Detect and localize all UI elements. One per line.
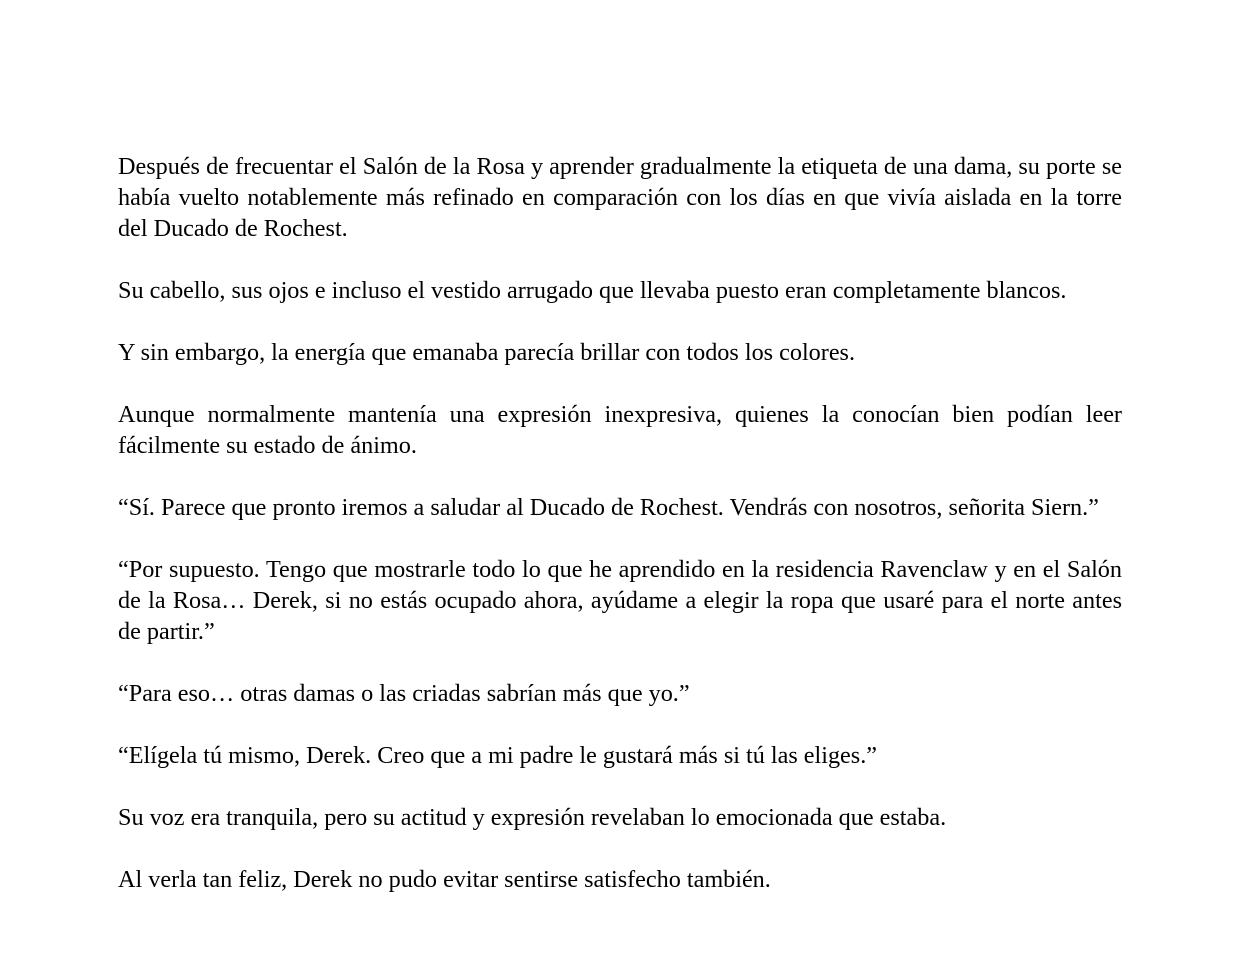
document-page [118,151,1122,926]
paragraph-1: Después de frecuentar el Salón de la Rosa y aprender gradualmente la etiqueta de una dama, su porte se había vuelto notablemente más refinado en comparación con los días en que vivía aislada en la torre del Ducado de Rochest. [118,153,1122,242]
paragraph-8: “Elígela tú mismo, Derek. Creo que a mi padre le gustará más si tú las eliges.” [118,742,877,769]
paragraph-5: “Sí. Parece que pronto iremos a saludar al Ducado de Rochest. Vendrás con nosotros, señorita Siern.” [118,494,1099,521]
paragraph-7: “Para eso… otras damas o las criadas sabrían más que yo.” [118,680,690,707]
paragraph-10: Al verla tan feliz, Derek no pudo evitar sentirse satisfecho también. [118,866,771,893]
paragraph-6: “Por supuesto. Tengo que mostrarle todo lo que he aprendido en la residencia Ravenclaw y en el Salón de la Rosa… Derek, si no estás ocupado ahora, ayúdame a elegir la ropa que usaré para el norte antes de partir.” [118,556,1122,645]
paragraph-4: Aunque normalmente mantenía una expresión inexpresiva, quienes la conocían bien podían leer fácilmente su estado de ánimo. [118,401,1122,459]
paragraph-3: Y sin embargo, la energía que emanaba parecía brillar con todos los colores. [118,339,856,366]
paragraph-9: Su voz era tranquila, pero su actitud y expresión revelaban lo emocionada que estaba. [118,804,947,831]
paragraph-2: Su cabello, sus ojos e incluso el vestido arrugado que llevaba puesto eran completamente blancos. [118,277,1067,304]
